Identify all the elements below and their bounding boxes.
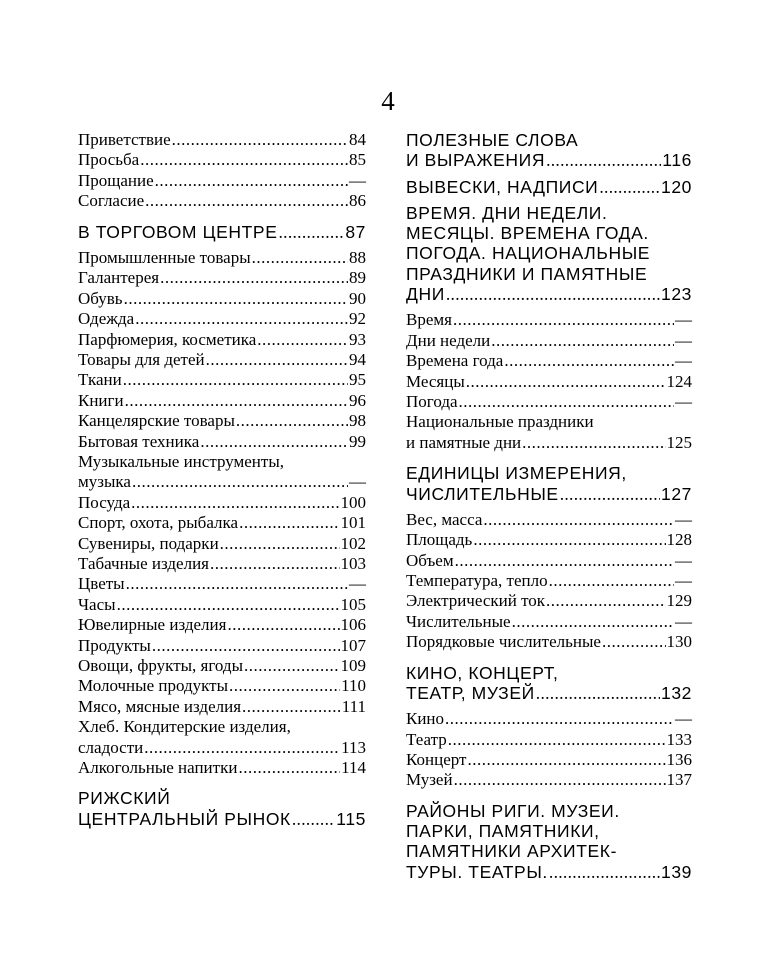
toc-page-ref: — <box>349 170 366 190</box>
toc-section-heading <box>78 788 366 829</box>
toc-page-ref: 100 <box>340 492 366 512</box>
toc-page-ref: 98 <box>349 411 366 431</box>
dot-leader <box>522 433 665 453</box>
toc-line <box>78 432 366 452</box>
toc-title: МЕСЯЦЫ. ВРЕМЕНА ГОДА. <box>406 223 649 244</box>
toc-line <box>406 862 692 882</box>
dot-leader <box>536 683 660 703</box>
toc-line <box>78 222 366 242</box>
toc-title: ЦЕНТРАЛЬНЫЙ РЫНОК <box>78 808 291 829</box>
dot-leader <box>473 530 665 550</box>
toc-page-ref: 125 <box>666 432 692 452</box>
toc-title: ПОЛЕЗНЫЕ СЛОВА <box>406 130 579 150</box>
toc-line <box>406 632 692 652</box>
toc-title: Табачные изделия <box>78 554 209 574</box>
toc-line <box>78 574 366 594</box>
dot-leader <box>210 554 340 574</box>
toc-entry <box>406 510 692 530</box>
dot-leader <box>459 392 674 412</box>
toc-page-ref: 88 <box>349 247 366 267</box>
toc-line <box>78 697 366 717</box>
toc-page-ref: — <box>675 509 692 529</box>
toc-title: Часы <box>78 594 116 614</box>
toc-title: ЧИСЛИТЕЛЬНЫЕ <box>406 483 559 504</box>
toc-entry <box>78 330 366 350</box>
toc-page-ref: — <box>675 351 692 371</box>
toc-entry <box>78 656 366 676</box>
toc-page-ref: — <box>675 550 692 570</box>
toc-line <box>406 484 692 504</box>
dot-leader <box>125 391 348 411</box>
toc-title: Электрический ток <box>406 591 546 611</box>
toc-title: Бытовая техника <box>78 431 200 451</box>
dot-leader <box>546 591 665 611</box>
toc-entry <box>78 391 366 411</box>
toc-title: музыка <box>78 472 131 492</box>
toc-line <box>406 284 692 304</box>
toc-line <box>406 351 692 371</box>
toc-line <box>406 177 692 197</box>
toc-title: ЕДИНИЦЫ ИЗМЕРЕНИЯ, <box>406 463 627 484</box>
dot-leader <box>278 222 344 242</box>
dot-leader <box>124 289 348 309</box>
toc-page-ref: — <box>675 310 692 330</box>
toc-title: Вес, масса <box>406 509 483 529</box>
dot-leader <box>252 248 348 268</box>
dot-leader <box>244 656 339 676</box>
dot-leader <box>238 758 340 778</box>
toc-page-ref: 85 <box>349 150 366 170</box>
toc-title: Посуда <box>78 492 131 512</box>
toc-line <box>78 268 366 288</box>
toc-entry <box>78 150 366 170</box>
toc-title: Национальные праздники <box>406 412 594 432</box>
toc-entry <box>406 770 692 790</box>
toc-page-ref: 124 <box>666 371 692 391</box>
toc-title: Порядковые числительные <box>406 632 601 652</box>
toc-title: Промышленные товары <box>78 247 251 267</box>
toc-section-heading <box>406 463 692 504</box>
dot-leader <box>140 150 348 170</box>
toc-page-ref: 101 <box>340 513 366 533</box>
toc-title: ПАМЯТНИКИ АРХИТЕК- <box>406 841 617 862</box>
toc-line <box>78 493 366 513</box>
dot-leader <box>446 284 660 304</box>
toc-line <box>406 130 692 150</box>
dot-leader <box>560 484 660 504</box>
toc-title: Молочные продукты <box>78 676 229 696</box>
toc-title: ПРАЗДНИКИ И ПАМЯТНЫЕ <box>406 263 648 284</box>
toc-entry <box>78 309 366 329</box>
toc-line <box>78 758 366 778</box>
toc-section-heading <box>406 177 692 197</box>
toc-page-ref: 111 <box>341 696 366 716</box>
toc-entry <box>78 534 366 554</box>
toc-line <box>406 571 692 591</box>
toc-title: В ТОРГОВОМ ЦЕНТРЕ <box>78 221 278 242</box>
dot-leader <box>160 268 348 288</box>
toc-line <box>78 809 366 829</box>
toc-title: РИЖСКИЙ <box>78 788 171 809</box>
toc-line <box>406 750 692 770</box>
toc-entry <box>406 571 692 591</box>
toc-page-ref: 123 <box>661 284 692 305</box>
toc-entry <box>78 574 366 594</box>
toc-title: Погода <box>406 392 458 411</box>
toc-line <box>406 612 692 632</box>
toc-line <box>78 636 366 656</box>
toc-line <box>78 248 366 268</box>
toc-line <box>406 372 692 392</box>
toc-page-ref: — <box>675 330 692 350</box>
toc-entry <box>78 636 366 656</box>
dot-leader <box>448 730 666 750</box>
toc-line <box>406 412 692 432</box>
toc-entry <box>78 452 366 493</box>
toc-section-heading <box>406 801 692 882</box>
toc-page-ref: — <box>675 392 692 411</box>
toc-line <box>78 738 366 758</box>
toc-line <box>78 330 366 350</box>
toc-page-ref: 95 <box>349 370 366 390</box>
toc-line <box>406 530 692 550</box>
toc-entry <box>78 130 366 150</box>
toc-page-ref: 115 <box>336 808 366 829</box>
toc-entry <box>406 750 692 770</box>
toc-title: Книги <box>78 390 124 410</box>
dot-leader <box>123 370 348 390</box>
toc-title: сладости <box>78 737 144 757</box>
toc-page-ref: 84 <box>349 130 366 149</box>
dot-leader <box>236 411 348 431</box>
dot-leader <box>466 372 666 392</box>
dot-leader <box>453 310 674 330</box>
toc-line <box>78 534 366 554</box>
toc-title: Месяцы <box>406 371 465 391</box>
toc-title: ВЫВЕСКИ, НАДПИСИ <box>406 176 599 197</box>
toc-line <box>406 663 692 683</box>
toc-line <box>78 171 366 191</box>
dot-leader <box>491 331 674 351</box>
toc-title: Театр <box>406 729 447 749</box>
dot-leader <box>602 632 666 652</box>
toc-page-ref: 133 <box>666 729 692 749</box>
toc-page-ref: 96 <box>349 390 366 410</box>
toc-title: Парфюмерия, косметика <box>78 329 257 349</box>
toc-title: ТУРЫ. ТЕАТРЫ. <box>406 861 548 882</box>
toc-title: КИНО, КОНЦЕРТ, <box>406 662 559 683</box>
toc-page-ref: 129 <box>666 591 692 611</box>
toc-title: ВРЕМЯ. ДНИ НЕДЕЛИ. <box>406 202 608 223</box>
toc-line <box>406 223 692 243</box>
toc-line <box>406 683 692 703</box>
toc-line <box>406 433 692 453</box>
dot-leader <box>454 770 666 790</box>
toc-page-ref: — <box>675 709 692 729</box>
toc-column-left <box>78 130 366 829</box>
dot-leader <box>229 676 340 696</box>
toc-entry <box>78 717 366 758</box>
toc-entry <box>406 392 692 412</box>
toc-title: И ВЫРАЖЕНИЯ <box>406 150 546 171</box>
toc-line <box>78 411 366 431</box>
toc-title: и памятные дни <box>406 432 522 452</box>
toc-page-ref: 110 <box>341 676 366 696</box>
toc-line <box>78 309 366 329</box>
toc-line <box>78 289 366 309</box>
toc-title: Согласие <box>78 191 145 211</box>
toc-entry <box>406 632 692 652</box>
dot-leader <box>257 330 348 350</box>
toc-line <box>78 191 366 211</box>
toc-title: Концерт <box>406 750 467 770</box>
toc-entry <box>406 310 692 330</box>
toc-title: Хлеб. Кондитерские изделия, <box>78 717 291 737</box>
toc-entry <box>406 551 692 571</box>
toc-line <box>406 463 692 483</box>
dot-leader <box>546 150 661 170</box>
toc-title: Дни недели <box>406 330 491 350</box>
toc-entry <box>78 513 366 533</box>
dot-leader <box>131 493 339 513</box>
toc-section-heading <box>406 130 692 171</box>
toc-page-ref: 127 <box>661 483 692 504</box>
dot-leader <box>172 130 348 150</box>
dot-leader <box>292 809 335 829</box>
toc-line <box>406 821 692 841</box>
toc-page-ref: 120 <box>661 176 692 197</box>
toc-title: Сувениры, подарки <box>78 533 219 553</box>
toc-title: Алкогольные напитки <box>78 758 238 778</box>
toc-line <box>406 801 692 821</box>
toc-entry <box>78 554 366 574</box>
toc-line <box>406 730 692 750</box>
toc-page-ref: — <box>349 472 366 492</box>
toc-page-ref: 102 <box>340 533 366 553</box>
toc-page-ref: 89 <box>349 268 366 288</box>
toc-entry <box>78 350 366 370</box>
toc-page-ref: 136 <box>666 750 692 770</box>
toc-entry <box>406 331 692 351</box>
toc-page-ref: — <box>675 611 692 631</box>
toc-page-ref: 109 <box>340 656 366 676</box>
toc-title: Одежда <box>78 309 135 329</box>
toc-entry <box>78 758 366 778</box>
dot-leader <box>220 534 340 554</box>
toc-line <box>406 591 692 611</box>
toc-section-heading <box>78 222 366 242</box>
dot-leader <box>467 750 665 770</box>
toc-title: Музей <box>406 770 453 790</box>
toc-entry <box>78 289 366 309</box>
toc-title: Времена года <box>406 351 504 371</box>
toc-title: Приветствие <box>78 130 171 149</box>
toc-page-ref: 105 <box>340 594 366 614</box>
toc-line <box>406 709 692 729</box>
dot-leader <box>155 171 348 191</box>
toc-title: Объем <box>406 550 454 570</box>
toc-title: ДНИ <box>406 284 445 305</box>
toc-entry <box>78 615 366 635</box>
toc-title: Галантерея <box>78 268 160 288</box>
toc-entry <box>78 493 366 513</box>
toc-page-ref: 99 <box>349 431 366 451</box>
toc-entry <box>406 351 692 371</box>
dot-leader <box>152 636 340 656</box>
dot-leader <box>126 574 348 594</box>
toc-entry <box>78 268 366 288</box>
toc-title: Спорт, охота, рыбалка <box>78 513 239 533</box>
dot-leader <box>117 595 340 615</box>
toc-entry <box>406 591 692 611</box>
toc-entry <box>78 248 366 268</box>
toc-line <box>406 510 692 530</box>
toc-line <box>406 331 692 351</box>
toc-line <box>78 472 366 492</box>
toc-line <box>406 150 692 170</box>
toc-line <box>78 513 366 533</box>
toc-title: Ткани <box>78 370 122 390</box>
toc-entry <box>406 612 692 632</box>
toc-title: Обувь <box>78 288 123 308</box>
toc-line <box>78 452 366 472</box>
toc-title: Ювелирные изделия <box>78 615 227 635</box>
toc-line <box>406 770 692 790</box>
toc-line <box>78 717 366 737</box>
toc-line <box>78 150 366 170</box>
toc-title: Товары для детей <box>78 349 205 369</box>
toc-entry <box>406 412 692 453</box>
toc-entry <box>78 370 366 390</box>
toc-line <box>78 130 366 150</box>
toc-title: Время <box>406 310 452 330</box>
dot-leader <box>206 350 348 370</box>
dot-leader <box>132 472 348 492</box>
dot-leader <box>145 191 348 211</box>
toc-title: ПОГОДА. НАЦИОНАЛЬНЫЕ <box>406 243 651 264</box>
toc-line <box>406 264 692 284</box>
toc-line <box>78 788 366 808</box>
dot-leader <box>599 177 660 197</box>
dot-leader <box>549 571 674 591</box>
toc-page-ref: 93 <box>349 329 366 349</box>
toc-page-ref: 103 <box>340 554 366 574</box>
toc-page-ref: — <box>675 571 692 591</box>
toc-line <box>406 203 692 223</box>
toc-title: Продукты <box>78 635 151 655</box>
dot-leader <box>455 551 674 571</box>
toc-page-ref: 128 <box>666 530 692 550</box>
toc-line <box>406 841 692 861</box>
toc-page-ref: 87 <box>345 221 366 242</box>
toc-entry <box>78 697 366 717</box>
toc-entry <box>78 432 366 452</box>
toc-line <box>406 310 692 330</box>
toc-line <box>78 595 366 615</box>
dot-leader <box>227 615 339 635</box>
toc-line <box>406 551 692 571</box>
toc-entry <box>406 372 692 392</box>
dot-leader <box>239 513 339 533</box>
toc-line <box>406 392 692 412</box>
toc-title: Мясо, мясные изделия <box>78 696 242 716</box>
toc-title: ПАРКИ, ПАМЯТНИКИ, <box>406 821 600 842</box>
toc-title: Канцелярские товары <box>78 411 235 431</box>
toc-title: Температура, тепло <box>406 571 548 591</box>
toc-page-ref: 107 <box>340 635 366 655</box>
toc-page-ref: 92 <box>349 309 366 329</box>
toc-page-ref: 114 <box>341 758 366 778</box>
toc-entry <box>78 191 366 211</box>
toc-page-ref: 130 <box>666 632 692 652</box>
toc-page-ref: 94 <box>349 349 366 369</box>
toc-line <box>78 676 366 696</box>
toc-line <box>78 391 366 411</box>
toc-entry <box>78 171 366 191</box>
toc-title: Овощи, фрукты, ягоды <box>78 656 244 676</box>
toc-page-ref: 90 <box>349 288 366 308</box>
toc-title: Просьба <box>78 150 140 170</box>
dot-leader <box>483 510 674 530</box>
toc-line <box>78 370 366 390</box>
toc-line <box>78 656 366 676</box>
toc-title: Цветы <box>78 574 125 594</box>
dot-leader <box>135 309 348 329</box>
toc-page-ref: 139 <box>661 861 692 882</box>
toc-entry <box>78 595 366 615</box>
toc-title: ТЕАТР, МУЗЕЙ <box>406 682 535 703</box>
toc-title: Кино <box>406 709 445 729</box>
toc-title: Площадь <box>406 530 473 550</box>
toc-line <box>78 615 366 635</box>
toc-title: Музыкальные инструменты, <box>78 451 285 471</box>
toc-page-ref: 116 <box>662 150 692 171</box>
toc-page-ref: 86 <box>349 191 366 211</box>
toc-section-heading <box>406 663 692 704</box>
toc-line <box>406 243 692 263</box>
toc-title: Числительные <box>406 611 511 631</box>
dot-leader <box>144 738 340 758</box>
toc-page-ref: 137 <box>666 770 692 790</box>
page-number: 4 <box>381 86 395 116</box>
toc-entry <box>406 709 692 729</box>
dot-leader <box>200 432 348 452</box>
toc-column-right <box>406 130 692 882</box>
toc-page-ref: 113 <box>341 737 366 757</box>
toc-title: Прощание <box>78 170 154 190</box>
toc-line <box>78 554 366 574</box>
toc-entry <box>406 530 692 550</box>
toc-title: РАЙОНЫ РИГИ. МУЗЕИ. <box>406 800 620 821</box>
toc-page-ref: 106 <box>340 615 366 635</box>
toc-section-heading <box>406 203 692 304</box>
toc-page-ref: 132 <box>661 682 692 703</box>
dot-leader <box>504 351 674 371</box>
toc-entry <box>78 676 366 696</box>
toc-entry <box>406 730 692 750</box>
toc-page-ref: — <box>349 574 366 594</box>
dot-leader <box>445 709 674 729</box>
dot-leader <box>549 862 660 882</box>
toc-entry <box>78 411 366 431</box>
toc-line <box>78 350 366 370</box>
dot-leader <box>512 612 674 632</box>
dot-leader <box>242 697 341 717</box>
